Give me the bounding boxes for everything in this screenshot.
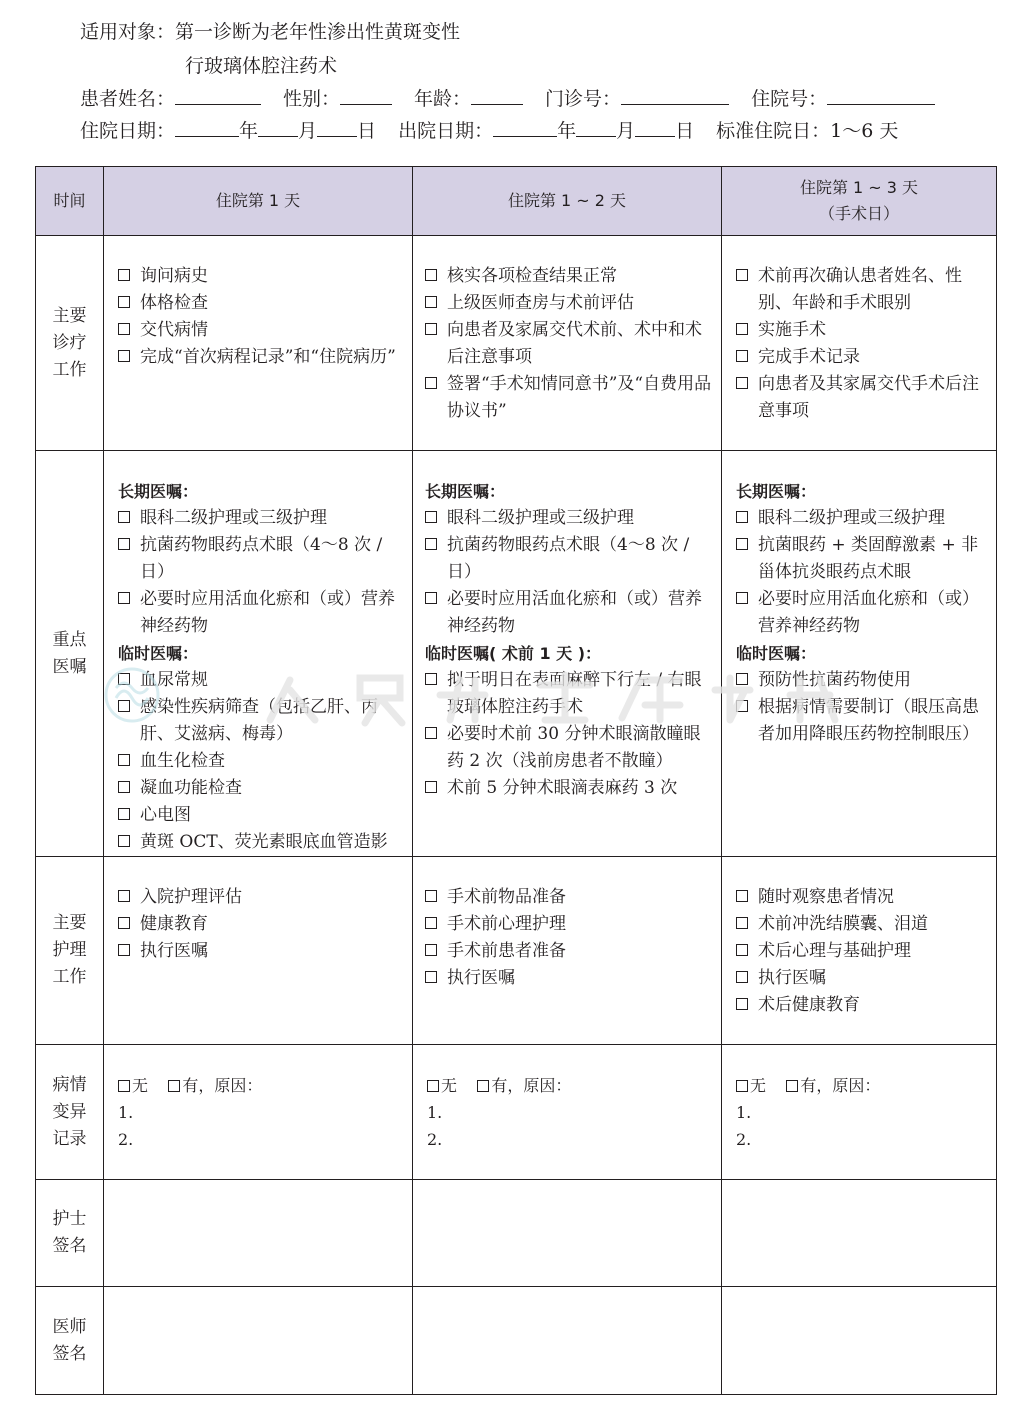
checklist-item xyxy=(736,694,988,748)
checklist-item-text: 眼科二级护理或三级护理 xyxy=(140,508,327,528)
checklist-item-text: 手术前患者准备 xyxy=(447,941,566,961)
variation-line-2: 2. xyxy=(736,1130,752,1149)
admit-month-field[interactable] xyxy=(258,118,298,137)
checklist-item-text: 眼科二级护理或三级护理 xyxy=(758,508,945,528)
checklist-item xyxy=(425,263,713,290)
checklist-item-text: 凝血功能检查 xyxy=(140,778,242,798)
time-header: 时间 xyxy=(36,167,104,236)
checklist-item xyxy=(425,586,713,640)
row-label-line: 工作 xyxy=(52,359,87,380)
checkbox[interactable] xyxy=(425,538,437,550)
cell-nursing-col2 xyxy=(413,857,722,1045)
checklist-item xyxy=(736,371,988,425)
checklist-item-text: 上级医师查房与术前评估 xyxy=(447,293,634,313)
checklist-item-text: 必要时术前 30 分钟术眼滴散瞳眼药 2 次（浅前房患者不散瞳） xyxy=(447,724,701,771)
variation-cell xyxy=(104,1045,413,1180)
checkbox[interactable] xyxy=(118,592,130,604)
nurse-signature-field[interactable] xyxy=(413,1180,722,1287)
checklist-item xyxy=(425,938,713,965)
day1-3-header-line1: 住院第 1 ~ 3 天 xyxy=(799,178,919,197)
checkbox[interactable] xyxy=(425,727,437,739)
row-label-line: 工作 xyxy=(52,967,87,987)
checkbox[interactable] xyxy=(118,700,130,712)
checklist-item xyxy=(118,532,404,586)
nurse-signature-field[interactable] xyxy=(722,1180,997,1287)
scope-text: 适用对象：第一诊断为老年性渗出性黄斑变性 xyxy=(80,21,461,43)
checkbox[interactable] xyxy=(736,998,748,1010)
inpatient-no-field[interactable] xyxy=(827,86,935,105)
checklist-item-text: 心电图 xyxy=(140,805,191,825)
checklist-item xyxy=(118,775,404,802)
discharge-date-label: 出院日期： xyxy=(398,120,494,142)
checklist-item xyxy=(425,667,713,721)
variation-has-label: 有，原因： xyxy=(182,1076,263,1095)
checkbox[interactable] xyxy=(118,835,130,847)
row-label-line: 医嘱 xyxy=(52,656,87,677)
checkbox[interactable] xyxy=(118,296,130,308)
variation-has-checkbox[interactable] xyxy=(477,1080,489,1092)
day1-3-header xyxy=(722,167,997,236)
nurse-sign-label-line: 签名 xyxy=(52,1236,87,1256)
checkbox[interactable] xyxy=(118,944,130,956)
checklist-item-text: 血尿常规 xyxy=(140,670,208,690)
checklist-item xyxy=(118,802,404,829)
checklist-item-text: 健康教育 xyxy=(140,914,208,934)
variation-has-checkbox[interactable] xyxy=(786,1080,798,1092)
checklist-item xyxy=(736,586,988,640)
row-label-orders xyxy=(36,451,104,857)
order-group-title: 长期医嘱： xyxy=(118,482,199,501)
checklist-item xyxy=(118,884,404,911)
cell-orders-col3 xyxy=(722,451,997,857)
checklist-item-text: 必要时应用活血化瘀和（或）营养神经药物 xyxy=(447,589,702,636)
patient-info-line xyxy=(80,86,935,112)
checklist-item xyxy=(736,344,988,371)
day1-header: 住院第 1 天 xyxy=(104,167,413,236)
procedure-text: 行玻璃体腔注药术 xyxy=(185,55,338,77)
checklist-item-text: 完成“首次病程记录”和“住院病历” xyxy=(140,347,396,367)
checklist-item-text: 执行医嘱 xyxy=(758,968,826,988)
row-diagnosis-work xyxy=(36,236,997,451)
checklist-item-text: 执行医嘱 xyxy=(140,941,208,961)
checklist-item-text: 拟于明日在表面麻醉下行左 / 右眼玻璃体腔注药手术 xyxy=(447,670,702,717)
discharge-month-unit: 月 xyxy=(616,120,636,142)
variation-none-label: 无 xyxy=(441,1076,458,1095)
cell-orders-col2 xyxy=(413,451,722,857)
checklist-item xyxy=(736,992,988,1019)
checklist-item xyxy=(425,371,713,425)
sex-field[interactable] xyxy=(340,86,392,105)
checkbox[interactable] xyxy=(118,781,130,793)
checklist-item-text: 眼科二级护理或三级护理 xyxy=(447,508,634,528)
clinical-pathway-table xyxy=(35,166,997,1395)
row-label-line: 诊疗 xyxy=(52,332,87,353)
checkbox[interactable] xyxy=(736,511,748,523)
checkbox[interactable] xyxy=(118,269,130,281)
variation-has-label: 有，原因： xyxy=(800,1076,881,1095)
variation-line-1: 1. xyxy=(427,1103,443,1122)
checklist-item-text: 抗菌药物眼药点术眼（4～8 次 / 日） xyxy=(447,535,690,582)
checklist-item-text: 术前 5 分钟术眼滴表麻药 3 次 xyxy=(447,778,678,798)
checklist-item xyxy=(118,694,404,748)
variation-line-1: 1. xyxy=(736,1103,752,1122)
checkbox[interactable] xyxy=(736,917,748,929)
checklist-item xyxy=(118,344,404,371)
checkbox[interactable] xyxy=(736,323,748,335)
checklist-item-text: 术后心理与基础护理 xyxy=(758,941,911,961)
checklist-item-text: 核实各项检查结果正常 xyxy=(447,266,617,286)
variation-label-line: 病情 xyxy=(52,1074,87,1095)
variation-line-2: 2. xyxy=(427,1130,443,1149)
checkbox[interactable] xyxy=(425,917,437,929)
checklist-item-text: 必要时应用活血化瘀和（或）营养神经药物 xyxy=(758,589,979,636)
checkbox[interactable] xyxy=(736,269,748,281)
discharge-day-field[interactable] xyxy=(635,118,675,137)
checkbox[interactable] xyxy=(736,944,748,956)
checkbox[interactable] xyxy=(118,917,130,929)
checklist-item xyxy=(736,938,988,965)
checklist-item-text: 手术前心理护理 xyxy=(447,914,566,934)
age-label: 年龄： xyxy=(414,88,472,110)
variation-has-checkbox[interactable] xyxy=(168,1080,180,1092)
variation-none-checkbox[interactable] xyxy=(736,1080,748,1092)
variation-none-checkbox[interactable] xyxy=(118,1080,130,1092)
checklist-item-text: 感染性疾病筛查（包括乙肝、丙肝、艾滋病、梅毒） xyxy=(140,697,378,744)
checklist-item-text: 预防性抗菌药物使用 xyxy=(758,670,911,690)
checklist-item xyxy=(425,532,713,586)
order-group-title: 临时医嘱( 术前 1 天 )： xyxy=(425,644,602,663)
checklist-item-text: 术前冲洗结膜囊、泪道 xyxy=(758,914,928,934)
checklist-item xyxy=(118,505,404,532)
discharge-year-unit: 年 xyxy=(557,120,577,142)
checklist-item xyxy=(118,938,404,965)
checkbox[interactable] xyxy=(736,890,748,902)
scope-line xyxy=(80,19,460,45)
checkbox[interactable] xyxy=(425,592,437,604)
cell-diagnosis-col2 xyxy=(413,236,722,451)
row-key-orders xyxy=(36,451,997,857)
checkbox[interactable] xyxy=(118,890,130,902)
admit-year-field[interactable] xyxy=(175,118,239,137)
checklist-item-text: 手术前物品准备 xyxy=(447,887,566,907)
checkbox[interactable] xyxy=(736,350,748,362)
nurse-sign-label xyxy=(36,1180,104,1287)
checklist-item xyxy=(736,505,988,532)
date-line xyxy=(80,118,898,144)
order-group-title: 长期医嘱： xyxy=(425,482,506,501)
table-header-row xyxy=(36,167,997,236)
variation-none-checkbox[interactable] xyxy=(427,1080,439,1092)
checklist-item xyxy=(118,586,404,640)
checklist-item-text: 签署“手术知情同意书”及“自费用品协议书” xyxy=(447,374,712,421)
row-label-line: 护理 xyxy=(52,940,87,960)
row-label-diagnosis xyxy=(36,236,104,451)
checklist-item xyxy=(118,829,404,856)
variation-label xyxy=(36,1045,104,1180)
row-nurse-signature xyxy=(36,1180,997,1287)
checklist-item-text: 必要时应用活血化瘀和（或）营养神经药物 xyxy=(140,589,395,636)
variation-line-1: 1. xyxy=(118,1103,134,1122)
day1-2-header: 住院第 1 ~ 2 天 xyxy=(413,167,722,236)
checklist-item xyxy=(736,884,988,911)
checklist-item xyxy=(118,911,404,938)
admit-date-label: 住院日期： xyxy=(80,120,176,142)
checkbox[interactable] xyxy=(118,323,130,335)
cell-diagnosis-col1 xyxy=(104,236,413,451)
checkbox[interactable] xyxy=(425,673,437,685)
checklist-item xyxy=(118,748,404,775)
cell-nursing-col3 xyxy=(722,857,997,1045)
row-label-line: 主要 xyxy=(52,913,87,933)
checkbox[interactable] xyxy=(425,971,437,983)
cell-nursing-col1 xyxy=(104,857,413,1045)
row-nursing-work xyxy=(36,857,997,1045)
variation-line-2: 2. xyxy=(118,1130,134,1149)
checklist-item xyxy=(425,721,713,775)
cell-orders-col1 xyxy=(104,451,413,857)
checklist-item xyxy=(425,965,713,992)
doctor-signature-field[interactable] xyxy=(722,1287,997,1395)
row-label-line: 重点 xyxy=(52,629,87,650)
clinic-no-label: 门诊号： xyxy=(545,88,622,110)
variation-none-label: 无 xyxy=(750,1076,767,1095)
checkbox[interactable] xyxy=(425,944,437,956)
checklist-item-text: 入院护理评估 xyxy=(140,887,242,907)
row-label-line: 主要 xyxy=(52,305,87,326)
checkbox[interactable] xyxy=(425,323,437,335)
variation-has-label: 有，原因： xyxy=(491,1076,572,1095)
checkbox[interactable] xyxy=(736,377,748,389)
standard-stay: 标准住院日：1～6 天 xyxy=(716,120,899,142)
order-group-title: 长期医嘱： xyxy=(736,482,817,501)
checkbox[interactable] xyxy=(118,808,130,820)
checkbox[interactable] xyxy=(425,781,437,793)
checkbox[interactable] xyxy=(425,377,437,389)
procedure-line xyxy=(185,53,337,79)
checkbox[interactable] xyxy=(118,350,130,362)
checklist-item xyxy=(425,911,713,938)
checklist-item-text: 黄斑 OCT、荧光素眼底血管造影 xyxy=(140,832,388,852)
checklist-item xyxy=(736,532,988,586)
checklist-item-text: 根据病情需要制订（眼压高患者加用降眼压药物控制眼压） xyxy=(758,697,979,744)
doctor-signature-field[interactable] xyxy=(104,1287,413,1395)
nurse-sign-label-line: 护士 xyxy=(52,1209,87,1229)
checkbox[interactable] xyxy=(425,269,437,281)
admit-day-field[interactable] xyxy=(317,118,357,137)
checklist-item-text: 血生化检查 xyxy=(140,751,225,771)
checklist-item-text: 抗菌药物眼药点术眼（4～8 次 / 日） xyxy=(140,535,383,582)
variation-none-label: 无 xyxy=(132,1076,149,1095)
checklist-item-text: 执行医嘱 xyxy=(447,968,515,988)
discharge-year-field[interactable] xyxy=(493,118,557,137)
checklist-item xyxy=(736,263,988,317)
checkbox[interactable] xyxy=(736,700,748,712)
discharge-month-field[interactable] xyxy=(576,118,616,137)
discharge-day-unit: 日 xyxy=(675,120,695,142)
nurse-signature-field[interactable] xyxy=(104,1180,413,1287)
sex-label: 性别： xyxy=(283,88,341,110)
row-label-nursing xyxy=(36,857,104,1045)
doctor-signature-field[interactable] xyxy=(413,1287,722,1395)
checkbox[interactable] xyxy=(425,890,437,902)
admit-year-unit: 年 xyxy=(239,120,259,142)
checklist-item xyxy=(425,290,713,317)
variation-label-line: 变异 xyxy=(52,1101,87,1122)
checkbox[interactable] xyxy=(118,754,130,766)
day1-3-header-line2: （手术日） xyxy=(818,204,899,223)
checklist-item xyxy=(425,775,713,802)
checklist-item-text: 术前再次确认患者姓名、性别、年龄和手术眼别 xyxy=(758,266,962,313)
checklist-item xyxy=(425,884,713,911)
row-doctor-signature xyxy=(36,1287,997,1395)
checklist-item-text: 向患者及其家属交代手术后注意事项 xyxy=(758,374,979,421)
checklist-item-text: 术后健康教育 xyxy=(758,995,860,1015)
row-variation-record xyxy=(36,1045,997,1180)
checklist-item xyxy=(736,667,988,694)
checklist-item-text: 完成手术记录 xyxy=(758,347,860,367)
checkbox[interactable] xyxy=(118,673,130,685)
variation-label-line: 记录 xyxy=(52,1128,87,1149)
checkbox[interactable] xyxy=(425,296,437,308)
checklist-item xyxy=(425,317,713,371)
doctor-sign-label-line: 签名 xyxy=(52,1343,87,1364)
checkbox[interactable] xyxy=(118,511,130,523)
checklist-item-text: 交代病情 xyxy=(140,320,208,340)
admit-month-unit: 月 xyxy=(298,120,318,142)
checklist-item xyxy=(736,911,988,938)
cell-diagnosis-col3 xyxy=(722,236,997,451)
variation-cell xyxy=(413,1045,722,1180)
checkbox[interactable] xyxy=(736,592,748,604)
variation-cell xyxy=(722,1045,997,1180)
checklist-item xyxy=(425,505,713,532)
admit-day-unit: 日 xyxy=(357,120,377,142)
checklist-item-text: 向患者及家属交代术前、术中和术后注意事项 xyxy=(447,320,702,367)
inpatient-no-label: 住院号： xyxy=(751,88,828,110)
checklist-item-text: 询问病史 xyxy=(140,266,208,286)
doctor-sign-label-line: 医师 xyxy=(52,1316,87,1337)
patient-name-label: 患者姓名： xyxy=(80,88,176,110)
checkbox[interactable] xyxy=(118,538,130,550)
checklist-item xyxy=(118,667,404,694)
patient-name-field[interactable] xyxy=(175,86,261,105)
checklist-item xyxy=(118,263,404,290)
checkbox[interactable] xyxy=(736,538,748,550)
doctor-sign-label xyxy=(36,1287,104,1395)
age-field[interactable] xyxy=(471,86,523,105)
order-group-title: 临时医嘱： xyxy=(118,644,199,663)
checklist-item-text: 体格检查 xyxy=(140,293,208,313)
checklist-item xyxy=(118,317,404,344)
checklist-item-text: 实施手术 xyxy=(758,320,826,340)
checkbox[interactable] xyxy=(425,511,437,523)
checkbox[interactable] xyxy=(736,673,748,685)
checklist-item-text: 随时观察患者情况 xyxy=(758,887,894,907)
clinic-no-field[interactable] xyxy=(621,86,729,105)
order-group-title: 临时医嘱： xyxy=(736,644,817,663)
checklist-item xyxy=(736,317,988,344)
checkbox[interactable] xyxy=(736,971,748,983)
checklist-item-text: 抗菌眼药 + 类固醇激素 + 非甾体抗炎眼药点术眼 xyxy=(758,535,979,582)
checklist-item xyxy=(736,965,988,992)
checklist-item xyxy=(118,290,404,317)
